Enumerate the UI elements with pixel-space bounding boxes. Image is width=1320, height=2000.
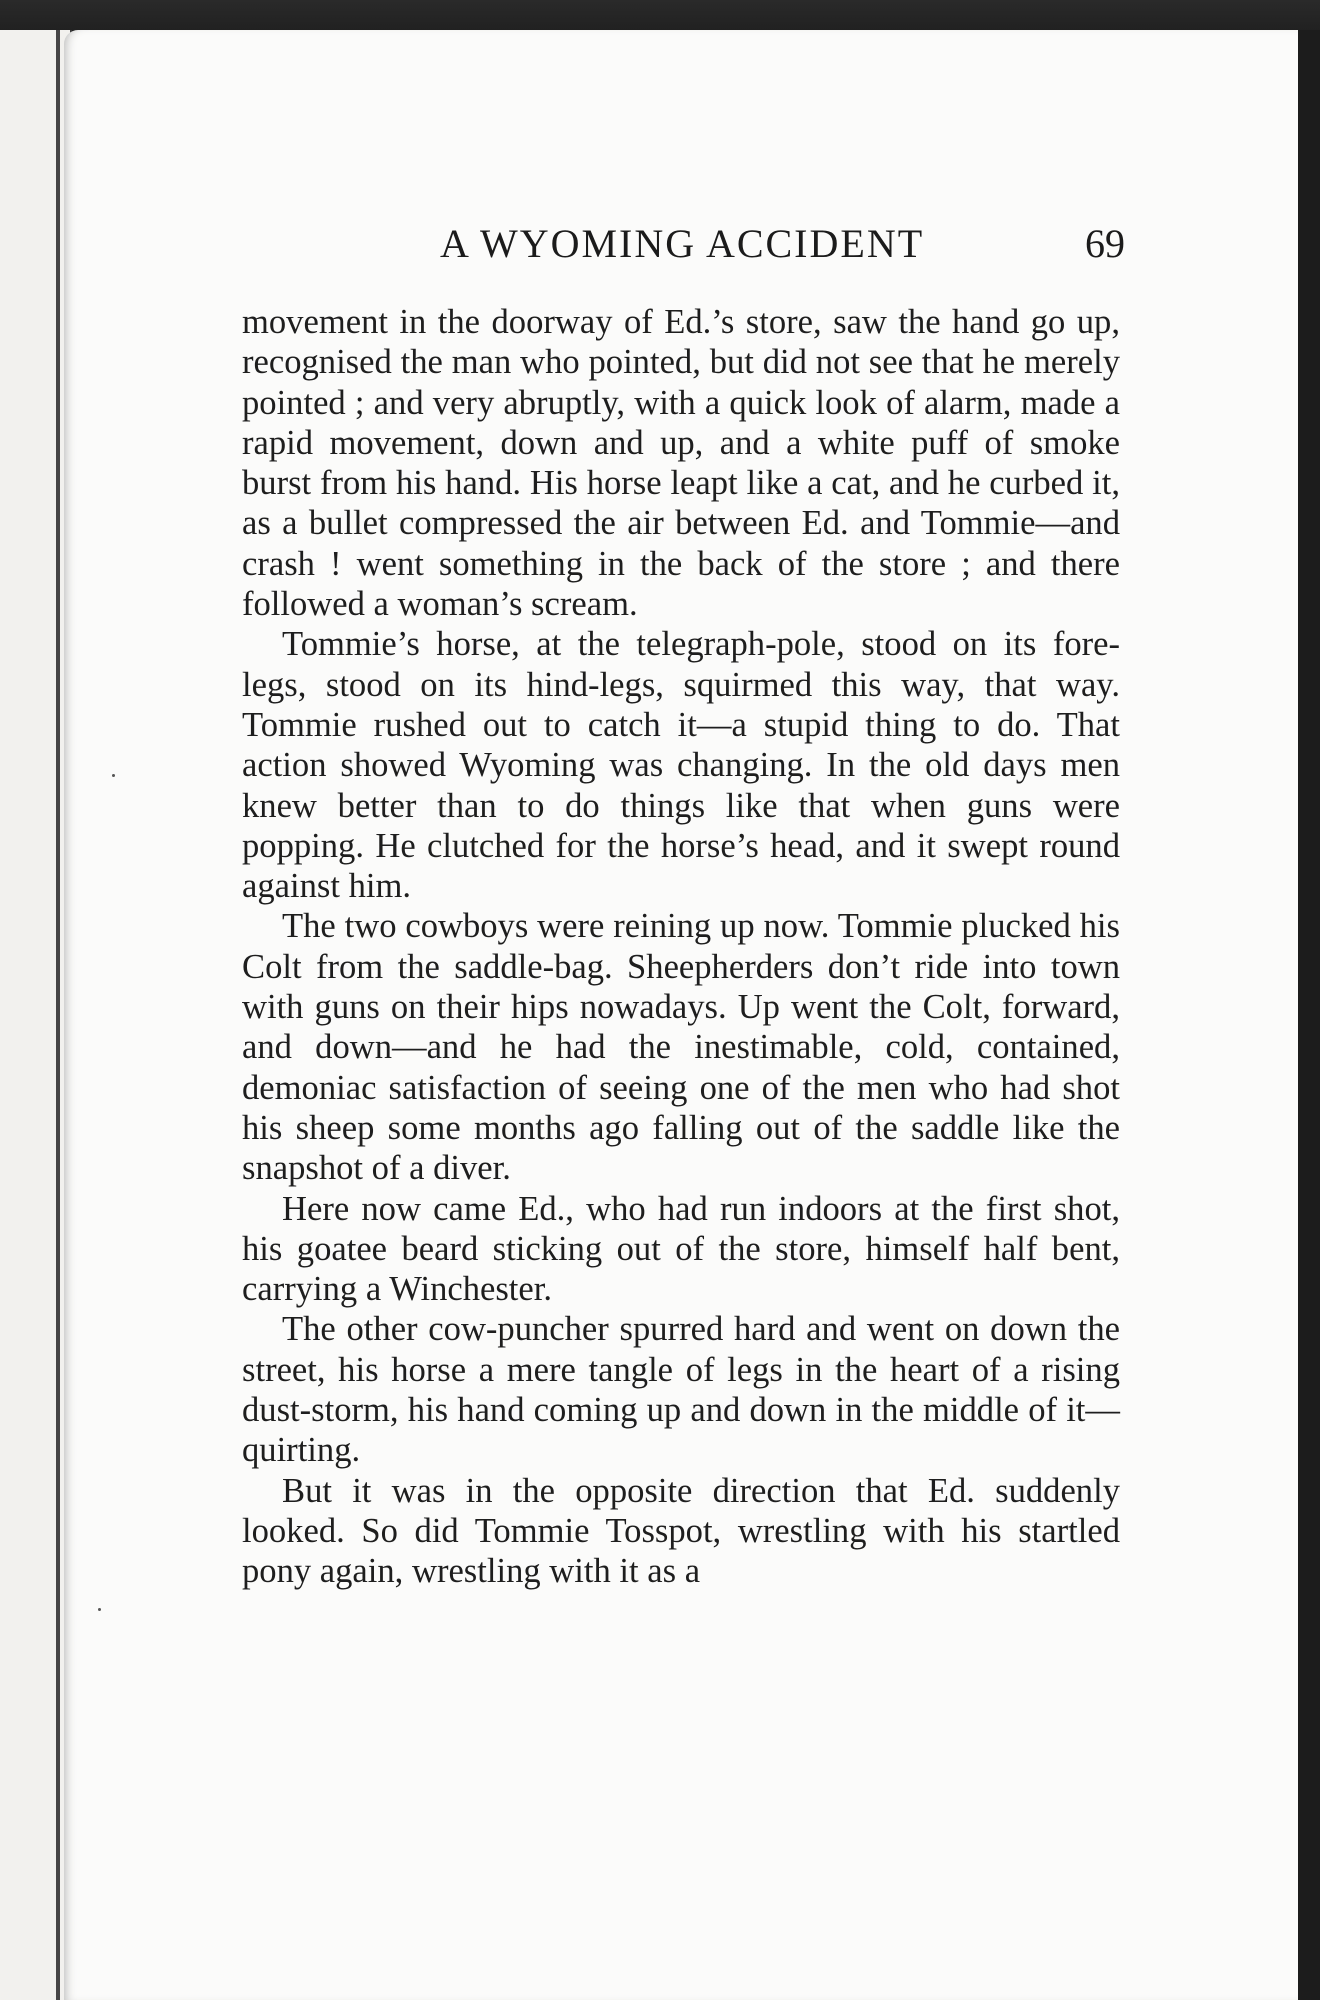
paragraph: movement in the doorway of Ed.’s store, saw the hand go up, recognised the man who pointed, but did not see that he merely pointed ; and very abruptly, with a quick look of alarm, made a rapid movement, down and up, and a white puff of smoke burst from his hand. His horse leapt like a cat, and he curbed it, as a bullet compressed the air between Ed. and Tommie—and crash ! went something in the back of the store ; and there followed a woman’s scream.: [242, 303, 1120, 624]
book-page: [64, 30, 1298, 2000]
paragraph: But it was in the opposite direction that Ed. suddenly looked. So did Tommie Tosspot, wrestling with his startled pony again, wrestling with it as a: [242, 1471, 1120, 1591]
margin-speck: [112, 774, 115, 777]
book-right-edge: [1296, 30, 1320, 2000]
body-text: [242, 302, 1120, 1592]
page-number: 69: [1085, 221, 1125, 266]
running-title: A WYOMING ACCIDENT: [440, 221, 925, 266]
paragraph: Tommie’s horse, at the telegraph-pole, stood on its fore-legs, stood on its hind-legs, squirmed this way, that way. Tommie rushed out to catch it—a stupid thing to do. That action showed Wyoming was changing. In the old days men knew better than to do things like that when guns were popping. He clutched for the horse’s head, and it swept round against him.: [242, 625, 1120, 906]
book-cover-edge: [0, 30, 72, 2000]
page-header: [64, 220, 1298, 280]
paragraph: Here now came Ed., who had run indoors at the first shot, his goatee beard sticking out of the store, himself half bent, carrying a Winchester.: [242, 1189, 1120, 1309]
paragraph: The other cow-puncher spurred hard and went on down the street, his horse a mere tangle of legs in the heart of a rising dust-storm, his hand coming up and down in the middle of it—quirting.: [242, 1310, 1120, 1470]
margin-speck: [98, 1608, 101, 1611]
paragraph: The two cowboys were reining up now. Tommie plucked his Colt from the saddle-bag. Sheepherders don’t ride into town with guns on their hips nowadays. Up went the Colt, forward, and down—and he had the inestimable, cold, contained, demoniac satisfaction of seeing one of the men who had shot his sheep some months ago falling out of the saddle like the snapshot of a diver.: [242, 907, 1120, 1188]
